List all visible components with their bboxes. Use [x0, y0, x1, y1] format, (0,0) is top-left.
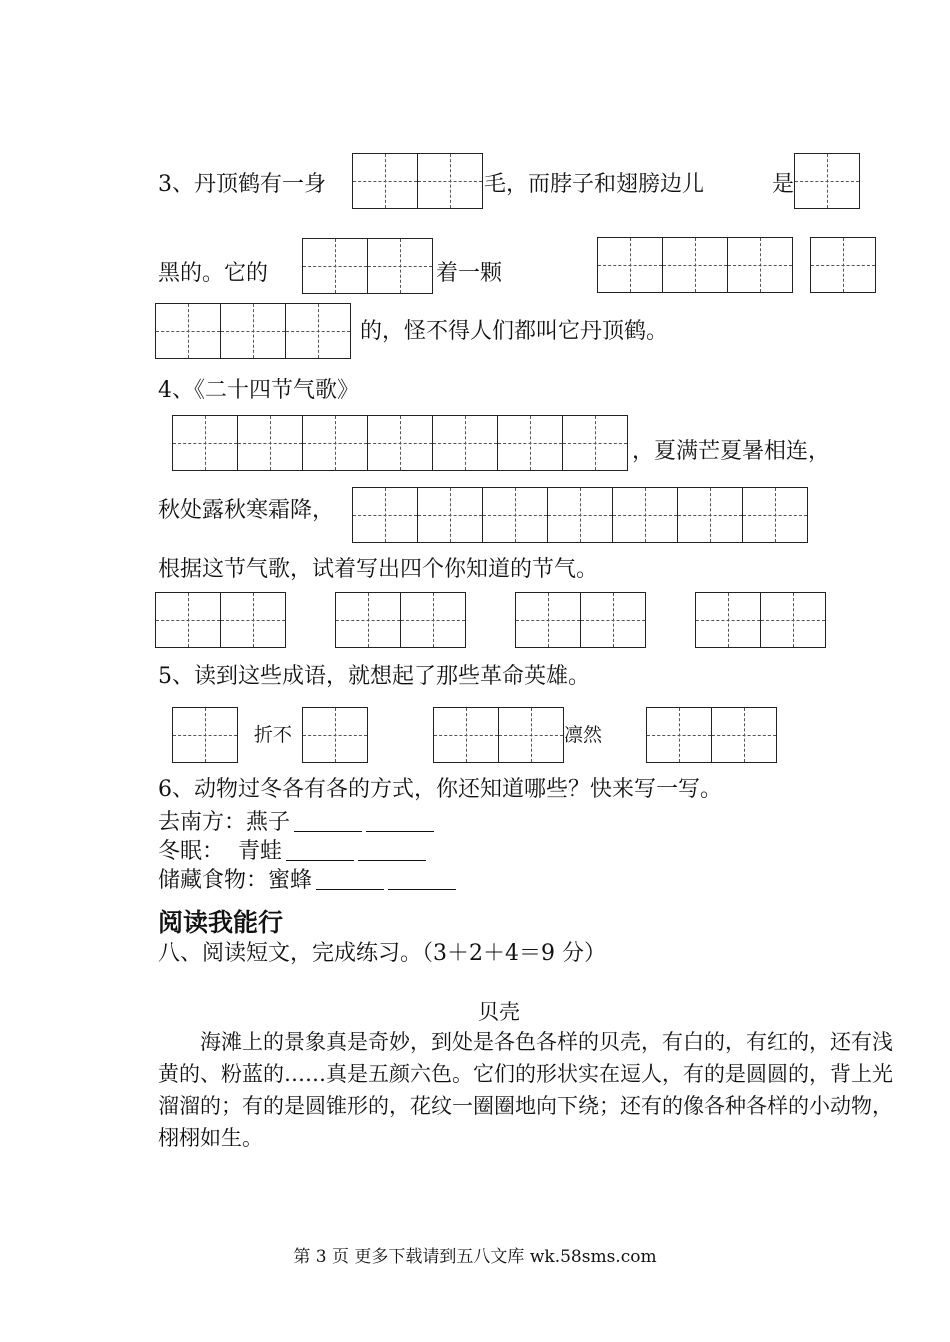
q4-line2-head: 秋处露秋寒霜降，: [158, 498, 335, 523]
writing-cell[interactable]: [417, 487, 482, 543]
q6-row2: [158, 838, 426, 866]
q4-writing-grid-2[interactable]: [352, 487, 808, 543]
q3-line3-text: 的，怪不得人们都叫它丹顶鹤。: [360, 319, 669, 344]
writing-cell[interactable]: [646, 707, 711, 763]
writing-cell[interactable]: [302, 238, 367, 294]
q3-writing-grid-1[interactable]: [352, 153, 483, 209]
q3-writing-grid-6[interactable]: [155, 303, 351, 359]
writing-cell[interactable]: [367, 238, 432, 294]
q3-writing-grid-2[interactable]: [794, 153, 860, 209]
writing-cell[interactable]: [302, 415, 367, 471]
q4-answer-grid-4[interactable]: [695, 592, 826, 648]
q3-writing-grid-4[interactable]: [597, 237, 793, 293]
writing-cell[interactable]: [172, 415, 237, 471]
q4-answer-grid-2[interactable]: [335, 592, 466, 648]
q3-line1-text-b: 毛，而脖子和翅膀边儿: [484, 172, 705, 197]
q3-writing-grid-5[interactable]: [810, 237, 876, 293]
q5-word2: 凛然: [564, 724, 603, 746]
writing-cell[interactable]: [612, 487, 677, 543]
answer-blank[interactable]: [366, 809, 434, 832]
writing-cell[interactable]: [711, 707, 776, 763]
writing-cell[interactable]: [417, 153, 482, 209]
writing-cell[interactable]: [482, 487, 547, 543]
q5-writing-grid-2[interactable]: [302, 707, 368, 763]
answer-blank[interactable]: [358, 838, 426, 861]
writing-cell[interactable]: [742, 487, 807, 543]
q5-writing-grid-1[interactable]: [172, 707, 238, 763]
writing-cell[interactable]: [597, 237, 662, 293]
writing-cell[interactable]: [497, 415, 562, 471]
q6-row1-label: 去南方：燕子: [158, 810, 291, 835]
writing-cell[interactable]: [172, 707, 237, 763]
answer-blank[interactable]: [294, 809, 362, 832]
writing-cell[interactable]: [432, 415, 497, 471]
q5-title: 5、读到这些成语，就想起了那些革命英雄。: [158, 664, 590, 689]
writing-cell[interactable]: [498, 707, 563, 763]
q3-line2-text-b: 着一颗: [436, 261, 503, 286]
writing-cell[interactable]: [285, 303, 350, 359]
writing-cell[interactable]: [547, 487, 612, 543]
writing-cell[interactable]: [155, 303, 220, 359]
q3-line2-text-a: 黑的。它的: [158, 261, 269, 286]
writing-cell[interactable]: [400, 592, 465, 648]
writing-cell[interactable]: [695, 592, 760, 648]
writing-cell[interactable]: [515, 592, 580, 648]
writing-cell[interactable]: [335, 592, 400, 648]
q6-row3-label: 储藏食物：蜜蜂: [158, 868, 313, 893]
q4-line1-tail: ，夏满芒夏暑相连，: [632, 439, 831, 464]
writing-cell[interactable]: [580, 592, 645, 648]
writing-cell[interactable]: [352, 153, 417, 209]
passage-body: 海滩上的景象真是奇妙，到处是各色各样的贝壳，有白的，有红的，还有浅黄的、粉蓝的……真是五颜六色。它们的形状实在逗人，有的是圆圆的，背上光溜溜的；有的是圆锥形的，花纹一圈圈地向下绕；还有的像各种各样的小动物，栩栩如生。: [158, 1030, 893, 1150]
q4-title: 4、《二十四节气歌》: [158, 378, 359, 403]
writing-cell[interactable]: [352, 487, 417, 543]
q8-instruction: 八、阅读短文，完成练习。（3＋2＋4＝9 分）: [158, 941, 606, 966]
writing-cell[interactable]: [810, 237, 875, 293]
writing-cell[interactable]: [302, 707, 367, 763]
writing-cell[interactable]: [220, 592, 285, 648]
writing-cell[interactable]: [367, 415, 432, 471]
section-heading: 阅读我能行: [158, 908, 284, 937]
q4-answer-grid-3[interactable]: [515, 592, 646, 648]
q5-word1: 折不: [254, 724, 293, 746]
q4-writing-grid-1[interactable]: [172, 415, 628, 471]
q6-row2-label: 冬眠： 青蛙: [158, 839, 282, 864]
q5-writing-grid-3[interactable]: [433, 707, 564, 763]
writing-cell[interactable]: [760, 592, 825, 648]
writing-cell[interactable]: [662, 237, 727, 293]
q6-title: 6、动物过冬各有各的方式，你还知道哪些？快来写一写。: [158, 777, 722, 802]
answer-blank[interactable]: [286, 838, 354, 861]
answer-blank[interactable]: [316, 867, 384, 890]
q4-prompt: 根据这节气歌，试着写出四个你知道的节气。: [158, 557, 599, 582]
passage-title: 贝壳: [478, 1000, 520, 1024]
q3-line1-text-c: 是: [772, 172, 795, 197]
writing-cell[interactable]: [237, 415, 302, 471]
writing-cell[interactable]: [562, 415, 627, 471]
q6-row1: [158, 809, 434, 837]
writing-cell[interactable]: [220, 303, 285, 359]
q3-writing-grid-3[interactable]: [302, 238, 433, 294]
q4-answer-grid-1[interactable]: [155, 592, 286, 648]
writing-cell[interactable]: [155, 592, 220, 648]
page-footer: 第 3 页 更多下载请到五八文库 wk.58sms.com: [293, 1247, 657, 1267]
writing-cell[interactable]: [727, 237, 792, 293]
q3-line1-text-a: 3、丹顶鹤有一身: [158, 172, 326, 197]
q5-writing-grid-4[interactable]: [646, 707, 777, 763]
writing-cell[interactable]: [677, 487, 742, 543]
q6-row3: [158, 867, 456, 895]
writing-cell[interactable]: [794, 153, 859, 209]
answer-blank[interactable]: [388, 867, 456, 890]
writing-cell[interactable]: [433, 707, 498, 763]
